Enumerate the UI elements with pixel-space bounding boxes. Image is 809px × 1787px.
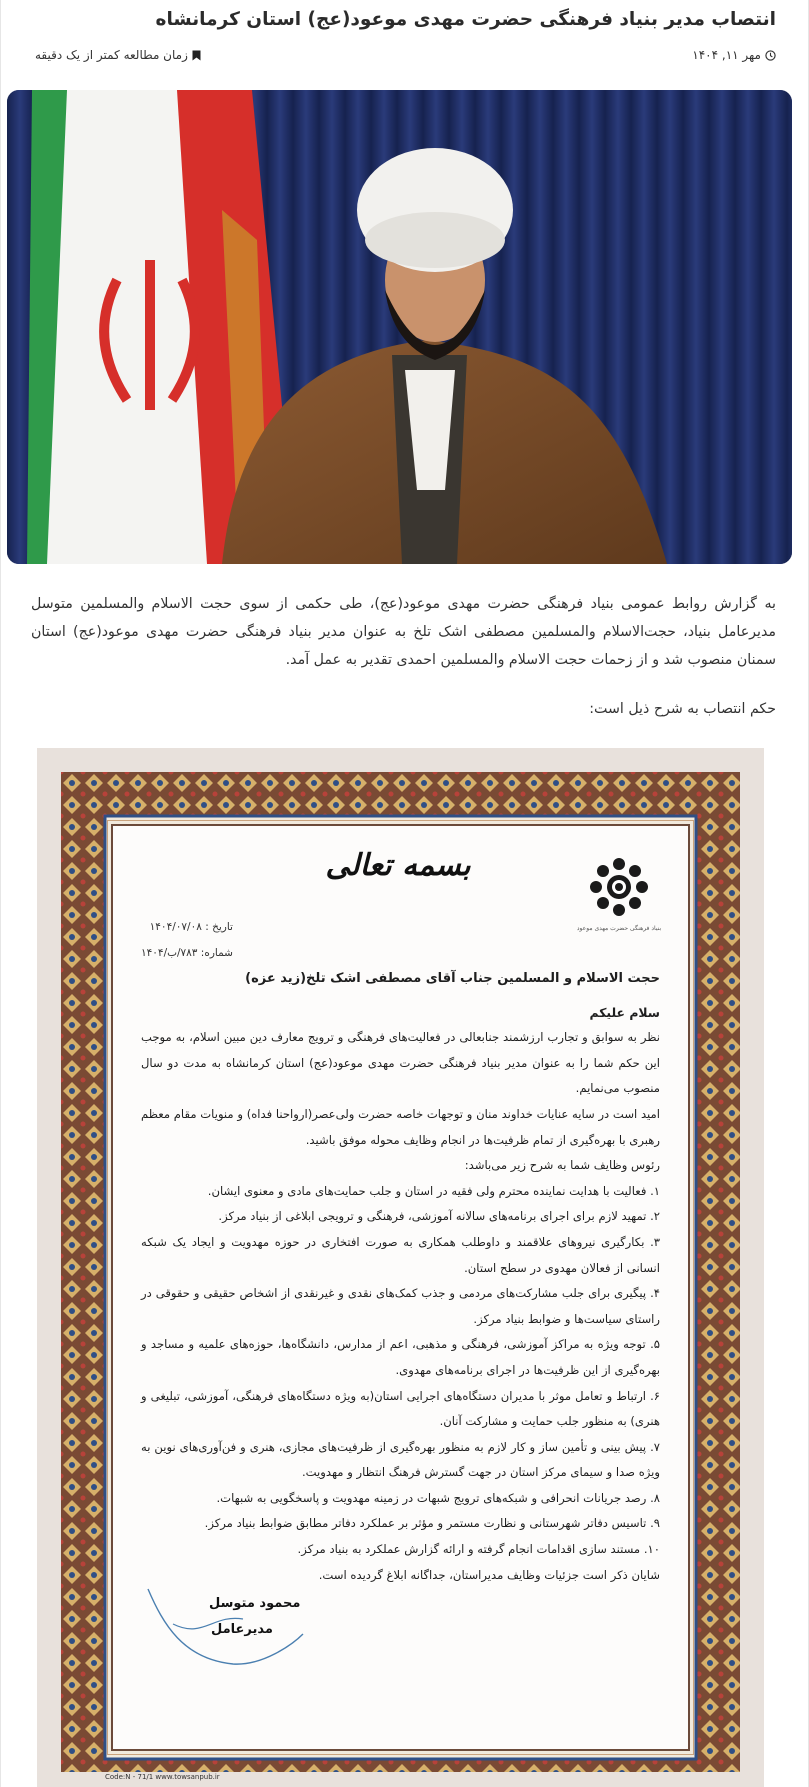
decree-duty-item: ۷. پیش بینی و تأمین ساز و کار لازم به منظور بهره‌گیری از ظرفیت‌های مجازی، هنری و فن‌آوری‌های نوین به ویژه صدا و سیمای مرکز استان در جهت گسترش فرهنگ انتظار و مهدویت. xyxy=(141,1439,660,1480)
decree-intro: نظر به سوابق و تجارب ارزشمند جنابعالی در فعالیت‌های فرهنگی و ترویج معارف دین مبین اسلام، به موجب این حکم شما را به عنوان مدیر بنیاد فرهنگی حضرت مهدی موعود(عج) استان کرمانشاه به مدت دو سال منصوب می‌نمایم. xyxy=(141,1030,660,1096)
clock-icon xyxy=(765,50,776,61)
decree-footer-code: Code:N - 71/1 www.towsanpub.ir xyxy=(105,1773,220,1781)
decree-addressee: حجت الاسلام و المسلمین جناب آقای مصطفی اشک تلخ(زید عزه) xyxy=(245,971,660,986)
decree-hope: امید است در سایه عنایات خداوند منان و توجهات خاصه حضرت ولی‌عصر(ارواحنا فداه) و منویات مقام معظم رهبری با بهره‌گیری از تمام ظرفیت‌ها در انجام وظایف محوله موفق باشید. xyxy=(141,1106,660,1147)
decree-paper xyxy=(111,824,690,1751)
bookmark-icon xyxy=(192,50,201,61)
decree-date: تاریخ : ۱۴۰۴/۰۷/۰۸ xyxy=(149,921,233,933)
signature-block xyxy=(143,1584,313,1684)
date-text: مهر ۱۱, ۱۴۰۴ xyxy=(692,48,761,62)
article-paragraph: به گزارش روابط عمومی بنیاد فرهنگی حضرت مهدی موعود(عج)، طی حکمی از سوی حجت الاسلام والمسلمین متوسل مدیرعامل بنیاد، حجت‌الاسلام والمسلمین مصطفی اشک تلخ به عنوان مدیر بنیاد فرهنگی حضرت مهدی موعود(عج) استان سمنان منصوب شد و از زحمات حجت الاسلام والمسلمین احمدی تقدیر به عمل آمد. xyxy=(31,596,776,668)
decree-duty-item: ۲. تمهید لازم برای اجرای برنامه‌های سالانه آموزشی، فرهنگی و ترویجی ابلاغی از بنیاد مرکز. xyxy=(218,1209,660,1224)
signer-role: مدیرعامل xyxy=(211,1622,273,1637)
decree-number: شماره: ۷۸۳/ب/۱۴۰۴ xyxy=(141,947,233,959)
reading-time xyxy=(35,48,201,62)
decree-duties-title: رئوس وظایف شما به شرح زیر می‌باشد: xyxy=(464,1158,660,1173)
signer-name: محمود متوسل xyxy=(209,1596,301,1611)
decree-duty-item: ۸. رصد جریانات انحرافی و شبکه‌های ترویج شبهات در زمینه مهدویت و پاسخگویی به شبهات. xyxy=(216,1490,660,1505)
article-date xyxy=(692,48,776,62)
decree-duty-item: ۹. تاسیس دفاتر شهرستانی و نظارت مستمر و مؤثر بر عملکرد دفاتر مطابق ضوابط بنیاد مرکز. xyxy=(204,1516,660,1531)
decree-greeting: سلام علیکم xyxy=(589,1004,660,1020)
decree-image xyxy=(37,748,764,1787)
logo-caption: بنیاد فرهنگی حضرت مهدی موعود xyxy=(576,925,662,932)
decree-intro-heading: حکم انتصاب به شرح ذیل است: xyxy=(589,701,776,717)
article-photo xyxy=(7,90,792,564)
decree-duty-item: ۱۰. مستند سازی اقدامات انجام گرفته و ارائه گزارش عملکرد به بنیاد مرکز. xyxy=(297,1542,660,1557)
foundation-logo xyxy=(576,856,662,932)
reading-time-text: زمان مطالعه کمتر از یک دقیقه xyxy=(35,48,188,62)
decree-duty-item: ۴. پیگیری برای جلب مشارکت‌های مردمی و جذب کمک‌های نقدی و غیرنقدی از اشخاص حقیقی و حقوقی در راستای سیاست‌ها و ضوابط بنیاد مرکز. xyxy=(141,1286,660,1326)
decree-duty-item: ۵. توجه ویژه به مراکز آموزشی، فرهنگی و مذهبی، اعم از مدارس، دانشگاه‌ها، حوزه‌های علمیه و مساجد و بهره‌گیری از این ظرفیت‌ها در اجرای برنامه‌های مهدوی. xyxy=(141,1337,660,1377)
decree-body xyxy=(141,966,660,1588)
bismillah: بسمه تعالی xyxy=(325,848,471,883)
decree-duty-item: ۶. ارتباط و تعامل موثر با مدیران دستگاه‌های اجرایی استان(به ویژه دستگاه‌های فرهنگی، آموزشی، تبلیغی و هنری) به منظور جلب حمایت و مشارکت آنان. xyxy=(141,1388,660,1429)
decree-duty-item: ۱. فعالیت با هدایت نماینده محترم ولی فقیه در استان و جلب حمایت‌های مادی و معنوی ایشان. xyxy=(207,1183,660,1198)
foundation-emblem-icon xyxy=(588,856,650,918)
decree-closing: شایان ذکر است جزئیات وظایف مدیراستان، جداگانه ابلاغ گردیده است. xyxy=(318,1567,660,1582)
decree-date-number xyxy=(141,914,233,966)
article-title: انتصاب مدیر بنیاد فرهنگی حضرت مهدی موعود(عج) استان کرمانشاه xyxy=(155,9,776,30)
decree-duty-item: ۳. بکارگیری نیروهای علاقمند و داوطلب همکاری به صورت افتخاری در حوزه مهدویت و ایجاد یک شبکه انسانی از فعالان مهدوی در سطح استان. xyxy=(141,1234,660,1275)
